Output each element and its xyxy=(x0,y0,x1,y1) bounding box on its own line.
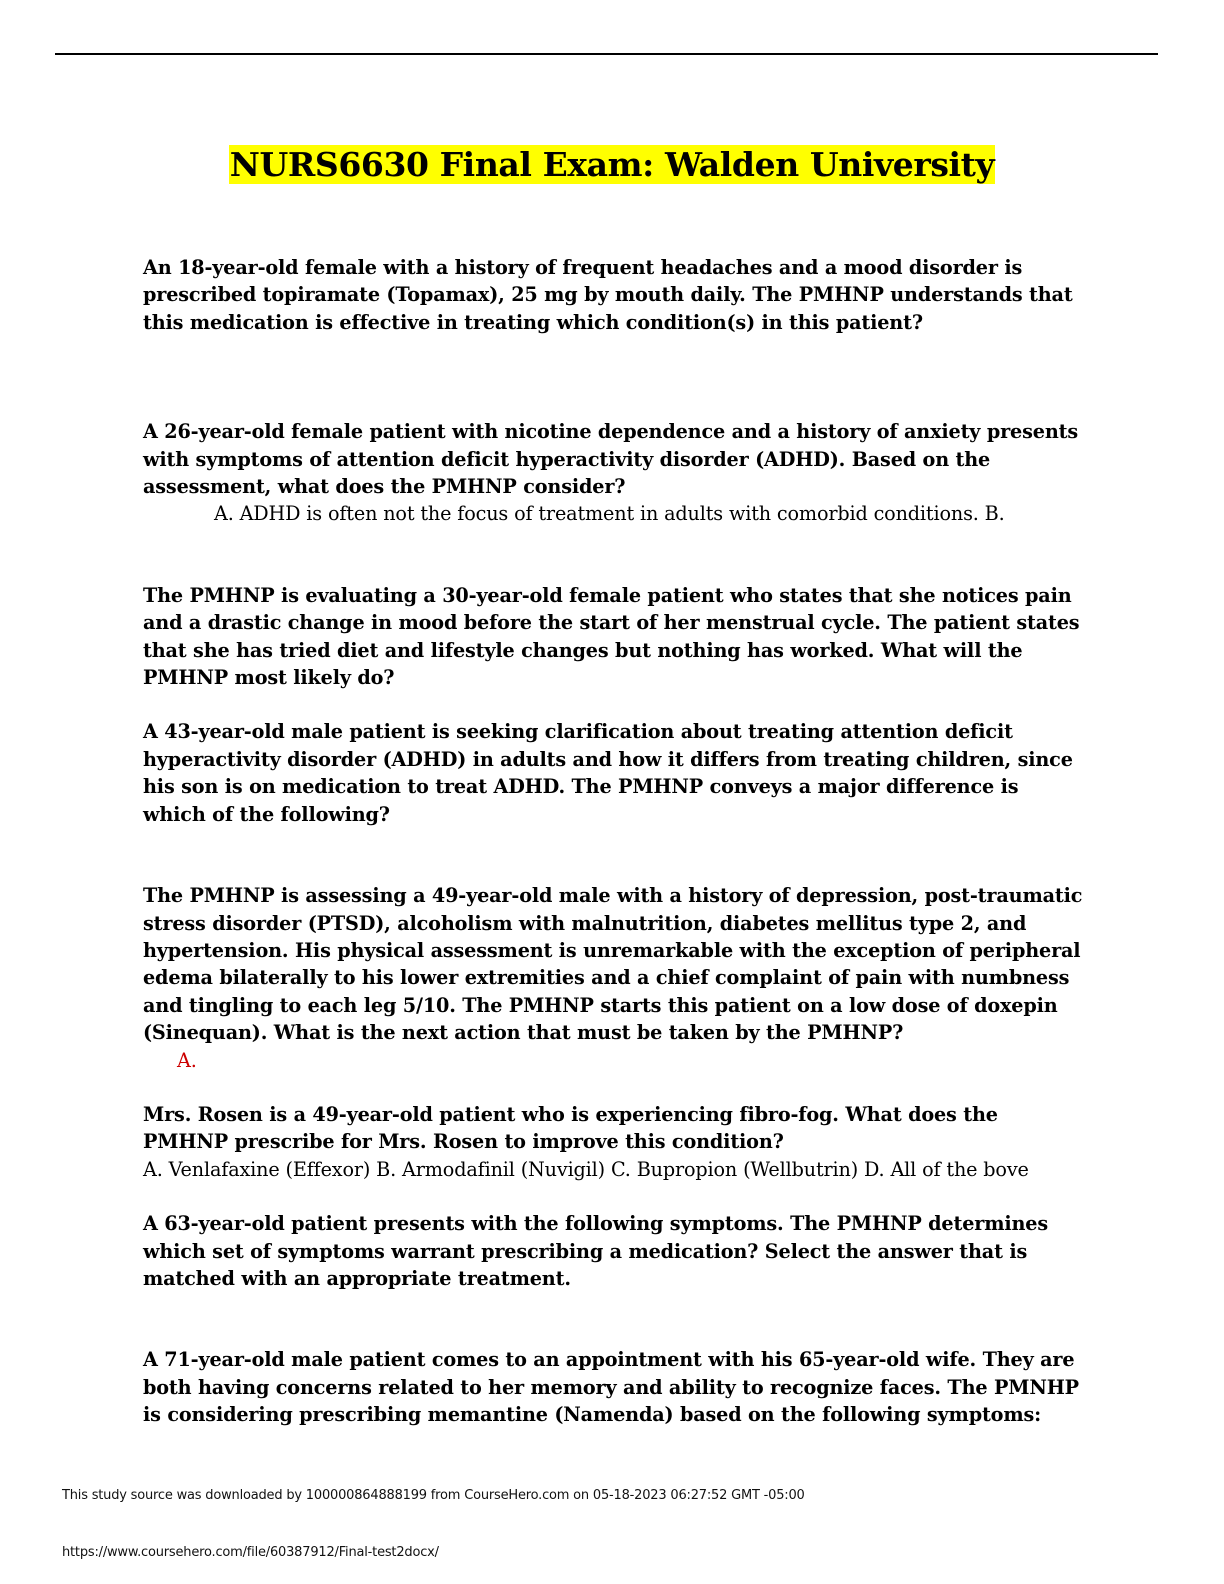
question-2: A 26-year-old female patient with nicotine dependence and a history of anxiety presents with symptoms of attention deficit hyperactivity disorder (ADHD). Based on the assessment, what does the PMHNP consider? xyxy=(143,420,1078,499)
page-title xyxy=(0,141,1224,189)
question-1: An 18-year-old female with a history of frequent headaches and a mood disorder is prescribed topiramate (Topamax), 25 mg by mouth daily. The PMHNP understands that this medication is effective in treating which condition(s) in this patient? xyxy=(143,256,1073,334)
footer-source-line: This study source was downloaded by 100000864888199 from CourseHero.com on 05-18-2023 06:27:52 GMT -05:00 xyxy=(62,1488,805,1503)
question-7: A 63-year-old patient presents with the following symptoms. The PMHNP determines which set of symptoms warrant prescribing a medication? Select the answer that is matched with an appropriate treatment. xyxy=(143,1212,1049,1290)
question-6-answer: A. Venlafaxine (Effexor) B. Armodafinil (Nuvigil) C. Bupropion (Wellbutrin) D. All of the bove xyxy=(143,1157,1029,1181)
question-6: Mrs. Rosen is a 49-year-old patient who is experiencing fibro-fog. What does the PMHNP prescribe for Mrs. Rosen to improve this condition? xyxy=(143,1102,998,1154)
question-3: The PMHNP is evaluating a 30-year-old female patient who states that she notices pain and a drastic change in mood before the start of her menstrual cycle. The patient states that she has tried diet and lifestyle changes but nothing has worked. What will the PMHNP most likely do? xyxy=(143,583,1080,690)
question-8: A 71-year-old male patient comes to an appointment with his 65-year-old wife. They are both having concerns related to her memory and ability to recognize faces. The PMNHP is considering prescribing memantine (Namenda) based on the following symptoms: xyxy=(143,1348,1079,1427)
page-title-text: NURS6630 Final Exam: Walden University xyxy=(229,145,995,184)
question-5: The PMHNP is assessing a 49-year-old male with a history of depression, post-traumatic stress disorder (PTSD), alcoholism with malnutrition, diabetes mellitus type 2, and hypertension. His physical assessment is unremarkable with the exception of peripheral edema bilaterally to his lower extremities and a chief complaint of pain with numbness and tingling to each leg 5/10. The PMHNP starts this patient on a low dose of doxepin (Sinequan). What is the next action that must be taken by the PMHNP? xyxy=(143,884,1083,1045)
question-2-answer: A. ADHD is often not the focus of treatment in adults with comorbid conditions. B. xyxy=(214,502,1005,526)
question-5-answer: A. xyxy=(177,1048,197,1072)
question-4: A 43-year-old male patient is seeking clarification about treating attention deficit hyperactivity disorder (ADHD) in adults and how it differs from treating children, since his son is on medication to treat ADHD. The PMHNP conveys a major difference is which of the following? xyxy=(143,720,1073,826)
top-rule xyxy=(55,53,1158,55)
footer-url[interactable]: https://www.coursehero.com/file/60387912/Final-test2docx/ xyxy=(62,1545,439,1560)
exam-content xyxy=(143,254,1083,1429)
